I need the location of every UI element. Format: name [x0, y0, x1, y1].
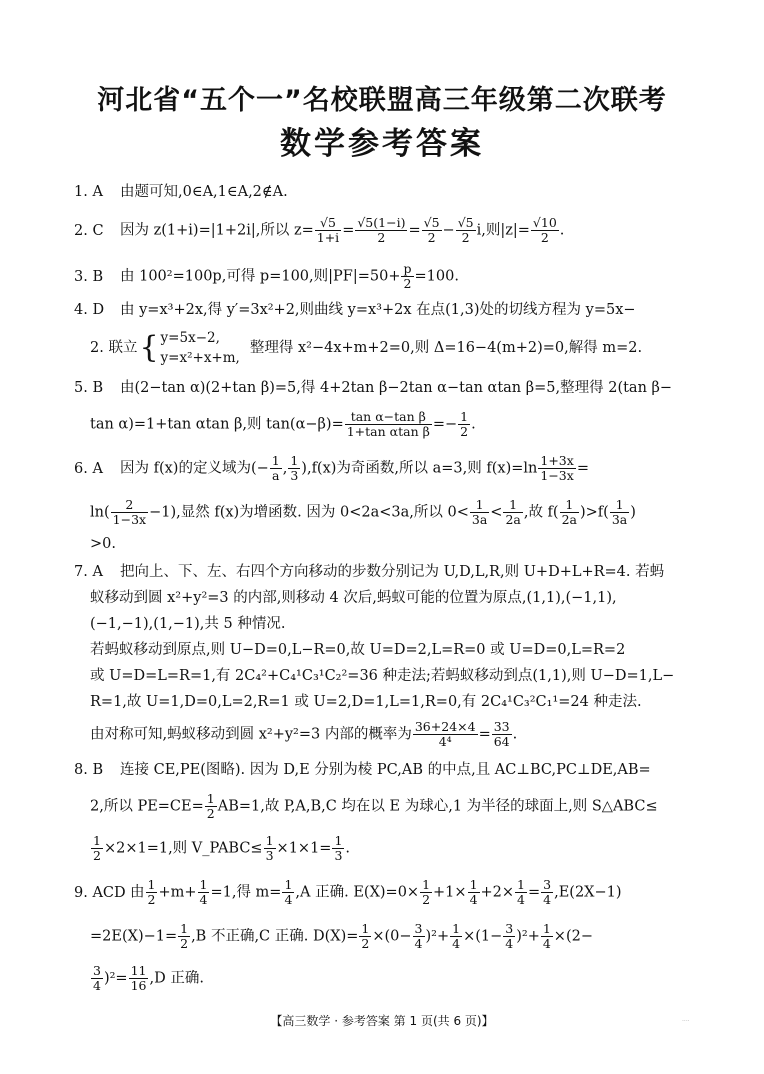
answer-5-line-2: tan α)=1+tan αtan β,则 tan(α−β)= $\frac{\text{tan α−tan β}}{\text{1+tan αtan β}}$ =− $\frac{1}{2}$ . — [90, 409, 476, 439]
answer-9-line-3: $\frac{3}{4}$ )²= $\frac{11}{16}$ ,D 正确. — [93, 963, 204, 993]
answer-text: 由对称可知,蚂蚁移动到圆 x²+y²=3 内部的概率为 — [90, 726, 412, 743]
fraction: $\frac{√5}{1+i}$ — [316, 215, 340, 245]
fraction: $\frac{1}{3a}$ — [611, 497, 628, 527]
answer-text: 蚁移动到圆 x²+y²=3 的内部,则移动 4 次后,蚂蚁可能的位置为原点,(1,1),(−1,1), — [90, 590, 617, 606]
fraction: $\frac{1}{4}$ — [469, 877, 478, 907]
fraction: $\frac{1}{2a}$ — [505, 497, 521, 527]
answer-text: 由(2−tan α)(2+tan β)=5,得 4+2tan β−2tan α−tan αtan β=5,整理得 2(tan β− — [120, 380, 673, 396]
fraction: $\frac{1}{4}$ — [517, 877, 525, 907]
answer-number: 7. A — [74, 564, 103, 580]
answer-text: )>f( — [580, 504, 609, 521]
fraction: $\frac{1}{3}$ — [265, 833, 274, 863]
fraction: $\frac{33}{64}$ — [493, 719, 510, 749]
answer-text: ×2×1=1,则 V_PABC≤ — [103, 840, 263, 857]
fraction: $\frac{1}{2a}$ — [561, 497, 577, 527]
answer-5 — [74, 378, 694, 398]
answer-text: =100. — [414, 268, 459, 285]
answer-number: 4. D — [74, 302, 105, 318]
answer-text: 由题可知,0∈A,1∈A,2∉A. — [120, 184, 288, 200]
answer-1 — [74, 182, 694, 202]
fraction: $\frac{1}{3a}$ — [471, 497, 488, 527]
fraction: $\frac{3}{4}$ — [505, 921, 514, 951]
answer-text: −1),显然 f(x)为增函数. 因为 0<2a<3a,所以 0< — [149, 504, 469, 521]
answer-7-line-7: 由对称可知,蚂蚁移动到圆 x²+y²=3 内部的概率为 $\frac{36+24\times 4}{\text{4⁴}}$ = $\frac{33}{64}$ . — [90, 719, 518, 749]
answer-text: 由 100²=100p,可得 p=100,则|PF|=50+ — [120, 268, 401, 285]
fraction: $\frac{1}{a}$ — [271, 453, 280, 483]
answer-number: 9. ACD — [74, 884, 126, 901]
page-title: 河北省“五个一”名校联盟高三年级第二次联考 — [97, 85, 667, 116]
fraction: $\frac{1}{4}$ — [542, 921, 551, 951]
answer-text: ,故 f( — [523, 504, 559, 521]
fraction: $\frac{√5}{2}$ — [457, 215, 474, 245]
answer-number: 2. C — [74, 222, 104, 239]
fraction: $\frac{36+24\times 4}{\text{4⁴}}$ — [414, 719, 476, 749]
answer-8 — [74, 760, 694, 780]
equation-system: y=5x−2, y=x²+x+m, — [160, 330, 240, 366]
answer-7-line-3 — [90, 614, 694, 634]
answer-text: AB=1,故 P,A,B,C 均在以 E 为球心,1 为半径的球面上,则 S△ABC≤ — [217, 798, 658, 815]
answer-8-line-2 — [90, 792, 694, 821]
fraction: $\frac{3}{4}$ — [414, 921, 423, 951]
corner-mark: ···· — [682, 1018, 690, 1025]
answer-number: 8. B — [74, 762, 104, 778]
fraction: $\frac{1}{2}$ — [422, 877, 431, 907]
fraction: $\frac{3}{4}$ — [93, 963, 101, 993]
page-subtitle: 数学参考答案 — [280, 126, 484, 162]
fraction: $\frac{1}{2}$ — [460, 409, 469, 439]
answer-text: 若蚂蚁移动到原点,则 U−D=0,L−R=0,故 U=D=2,L=R=0 或 U=D=0,L=R=2 — [90, 642, 626, 658]
answer-text: 连接 CE,PE(图略). 因为 D,E 分别为棱 PC,AB 的中点,且 AC⊥BC,PC⊥DE,AB= — [120, 762, 651, 778]
fraction: $\frac{11}{16}$ — [130, 963, 147, 993]
answer-6-line-3 — [90, 534, 694, 554]
answer-text: 2. 联立 — [90, 340, 138, 356]
answer-4 — [74, 300, 694, 320]
answer-text: 把向上、下、左、右四个方向移动的步数分别记为 U,D,L,R,则 U+D+L+R=4. 若蚂 — [120, 564, 665, 580]
answer-text: >0. — [90, 536, 116, 552]
answer-text: 或 U=D=L=R=1,有 2C₄²+C₄¹C₃¹C₂²=36 种走法;若蚂蚁移动到点(1,1),则 U−D=1,L− — [90, 668, 675, 684]
fraction: $\frac{1}{3}$ — [334, 833, 343, 863]
answer-text: 因为 f(x)的定义域为(− — [120, 460, 269, 477]
answer-text: ),f(x)为奇函数,所以 a=3,则 f(x)=ln — [301, 460, 538, 477]
fraction: $\frac{1+3x}{1-3x}$ — [540, 453, 574, 483]
fraction: $\frac{√5(1-i)}{2}$ — [357, 215, 406, 245]
answer-text: ln( — [90, 504, 110, 521]
fraction: $\frac{3}{4}$ — [543, 877, 552, 907]
answer-9-line-2: =2E(X)−1= $\frac{1}{2}$ ,B 不正确,C 正确. D(X)= $\frac{1}{2}$ ×(0− $\frac{3}{4}$ )²+ $\frac{1}{4}$ ×(1− $\frac{3}{4}$ )²+ $\frac{1}{4}$ ×(2− — [90, 921, 593, 951]
answer-text: 2,所以 PE=CE= — [90, 798, 204, 815]
fraction: $\frac{1}{2}$ — [361, 921, 370, 951]
answer-number: 5. B — [74, 380, 104, 396]
fraction: $\frac{p}{2}$ — [403, 261, 412, 291]
answer-2: 2. C 因为 z(1+i)=|1+2i|,所以 z= $\frac{√5}{1+i}$ = $\frac{√5(1-i)}{2}$ = $\frac{√5}{2}$ − $\frac{√5}{2}$ i,则|z|= $\frac{√10}{2}$ . — [74, 215, 565, 245]
answer-6-line-2: ln( $\frac{2}{1-3x}$ −1),显然 f(x)为增函数. 因为 0<2a<3a,所以 0< $\frac{1}{3a}$ < $\frac{1}{2a}$ ,故 f( $\frac{1}{2a}$ )>f( $\frac{1}{3a}$ ) — [90, 497, 636, 527]
answer-9: 9. ACD 由 $\frac{1}{2}$ +m+ $\frac{1}{4}$ =1,得 m= $\frac{1}{4}$ ,A 正确. E(X)=0× $\frac{1}{2}$ +1× $\frac{1}{4}$ +2× $\frac{1}{4}$ = $\frac{3}{4}$ ,E(2X−1) — [74, 877, 622, 907]
fraction: $\frac{1}{4}$ — [284, 877, 293, 907]
fraction: $\frac{\text{tan α−tan β}}{\text{1+tan αtan β}}$ — [346, 409, 430, 439]
fraction: $\frac{1}{2}$ — [180, 921, 189, 951]
fraction: $\frac{1}{2}$ — [147, 877, 156, 907]
fraction: $\frac{1}{3}$ — [290, 453, 299, 483]
answer-number: 1. A — [74, 184, 103, 200]
fraction: $\frac{1}{2}$ — [206, 791, 215, 821]
answer-7-line-5 — [90, 666, 694, 686]
answer-number: 6. A — [74, 460, 103, 477]
answer-7-line-6 — [90, 692, 694, 712]
fraction: $\frac{1}{4}$ — [199, 877, 208, 907]
answer-text: 整理得 x²−4x+m+2=0,则 Δ=16−4(m+2)=0,解得 m=2. — [249, 340, 643, 356]
answer-number: 3. B — [74, 268, 104, 285]
answer-text: i,则|z|= — [476, 222, 530, 239]
answer-7 — [74, 562, 694, 582]
fraction: $\frac{√5}{2}$ — [423, 215, 440, 245]
answer-7-line-2 — [90, 588, 694, 608]
answer-3 — [74, 262, 694, 291]
page-footer: 【高三数学 · 参考答案 第 1 页(共 6 页)】 — [270, 1014, 494, 1028]
brace: { — [139, 330, 159, 365]
answer-6: 6. A 因为 f(x)的定义域为(− $\frac{1}{a}$ , $\frac{1}{3}$ ),f(x)为奇函数,所以 a=3,则 f(x)=ln $\frac{1+3x}{1-3x}$ = — [74, 453, 589, 483]
answer-text: 因为 z(1+i)=|1+2i|,所以 z= — [120, 222, 314, 239]
answer-4-line-2 — [90, 328, 694, 368]
answer-text: 由 y=x³+2x,得 y′=3x²+2,则曲线 y=x³+2x 在点(1,3)处的切线方程为 y=5x− — [120, 302, 636, 318]
answer-text: tan α)=1+tan αtan β,则 tan(α−β)= — [90, 416, 344, 433]
answer-8-line-3: $\frac{1}{2}$ ×2×1=1,则 V_PABC≤ $\frac{1}{3}$ ×1×1= $\frac{1}{3}$ . — [93, 833, 351, 863]
answer-text: (−1,−1),(1,−1),共 5 种情况. — [90, 616, 286, 632]
fraction: $\frac{1}{4}$ — [452, 921, 461, 951]
fraction: $\frac{2}{1-3x}$ — [112, 497, 147, 527]
fraction: $\frac{1}{2}$ — [93, 833, 101, 863]
answer-text: ×1×1= — [276, 840, 332, 857]
fraction: $\frac{√10}{2}$ — [532, 215, 557, 245]
answer-7-line-4 — [90, 640, 694, 660]
answer-text: R=1,故 U=1,D=0,L=2,R=1 或 U=2,D=1,L=1,R=0,有 2C₄¹C₃²C₁¹=24 种走法. — [90, 694, 642, 710]
